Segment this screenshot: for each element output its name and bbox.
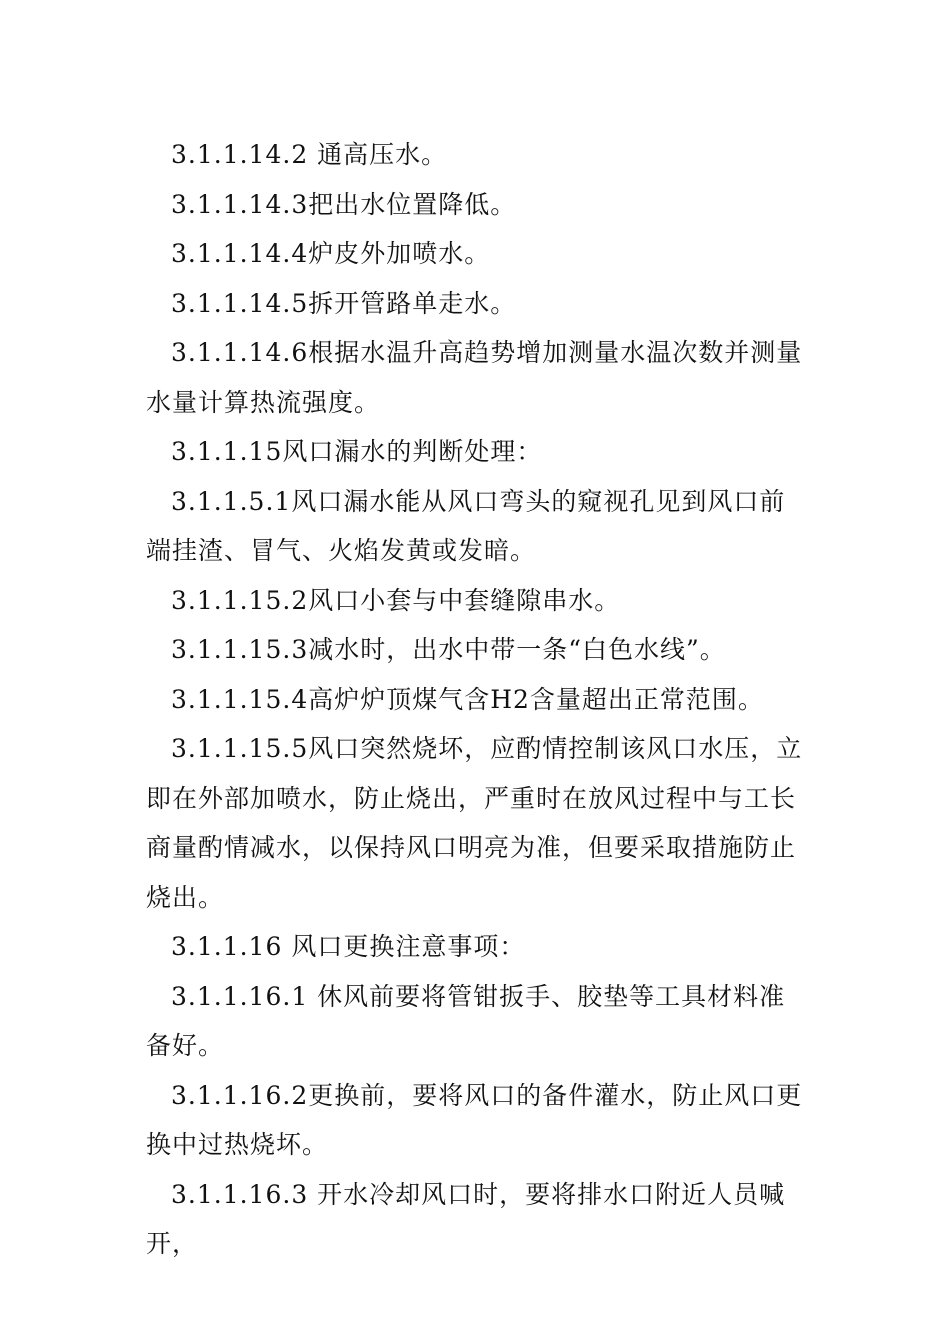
paragraph-14-6: 3.1.1.14.6根据水温升高趋势增加测量水温次数并测量水量计算热流强度。 <box>146 338 803 417</box>
section-heading-15: 3.1.1.15风口漏水的判断处理： <box>171 437 543 466</box>
section-heading-16: 3.1.1.16 风口更换注意事项： <box>171 932 526 961</box>
paragraph-14-3: 3.1.1.14.3把出水位置降低。 <box>171 189 517 219</box>
paragraph-14-2: 3.1.1.14.2 通高压水。 <box>171 140 448 169</box>
document-body <box>146 130 808 1269</box>
paragraph-15-3: 3.1.1.15.3减水时，出水中带一条“白色水线”。 <box>171 635 726 664</box>
paragraph-14-5: 3.1.1.14.5拆开管路单走水。 <box>171 288 517 318</box>
paragraph-16-1: 3.1.1.16.1 休风前要将管钳扳手、胶垫等工具材料准备好。 <box>146 981 786 1060</box>
paragraph-15-4: 3.1.1.15.4高炉炉顶煤气含H2含量超出正常范围。 <box>171 684 764 714</box>
paragraph-15-2: 3.1.1.15.2风口小套与中套缝隙串水。 <box>171 585 621 615</box>
paragraph-16-2: 3.1.1.16.2更换前，要将风口的备件灌水，防止风口更换中过热烧坏。 <box>146 1080 803 1159</box>
paragraph-5-1: 3.1.1.5.1风口漏水能从风口弯头的窥视孔见到风口前端挂渣、冒气、火焰发黄或发暗。 <box>146 486 786 565</box>
paragraph-16-3: 3.1.1.16.3 开水冷却风口时，要将排水口附近人员喊开， <box>146 1179 786 1258</box>
paragraph-15-5: 3.1.1.15.5风口突然烧坏，应酌情控制该风口水压，立即在外部加喷水，防止烧出，严重时在放风过程中与工长商量酌情减水，以保持风口明亮为准，但要采取措施防止烧出。 <box>146 734 803 912</box>
paragraph-14-4: 3.1.1.14.4炉皮外加喷水。 <box>171 239 491 268</box>
